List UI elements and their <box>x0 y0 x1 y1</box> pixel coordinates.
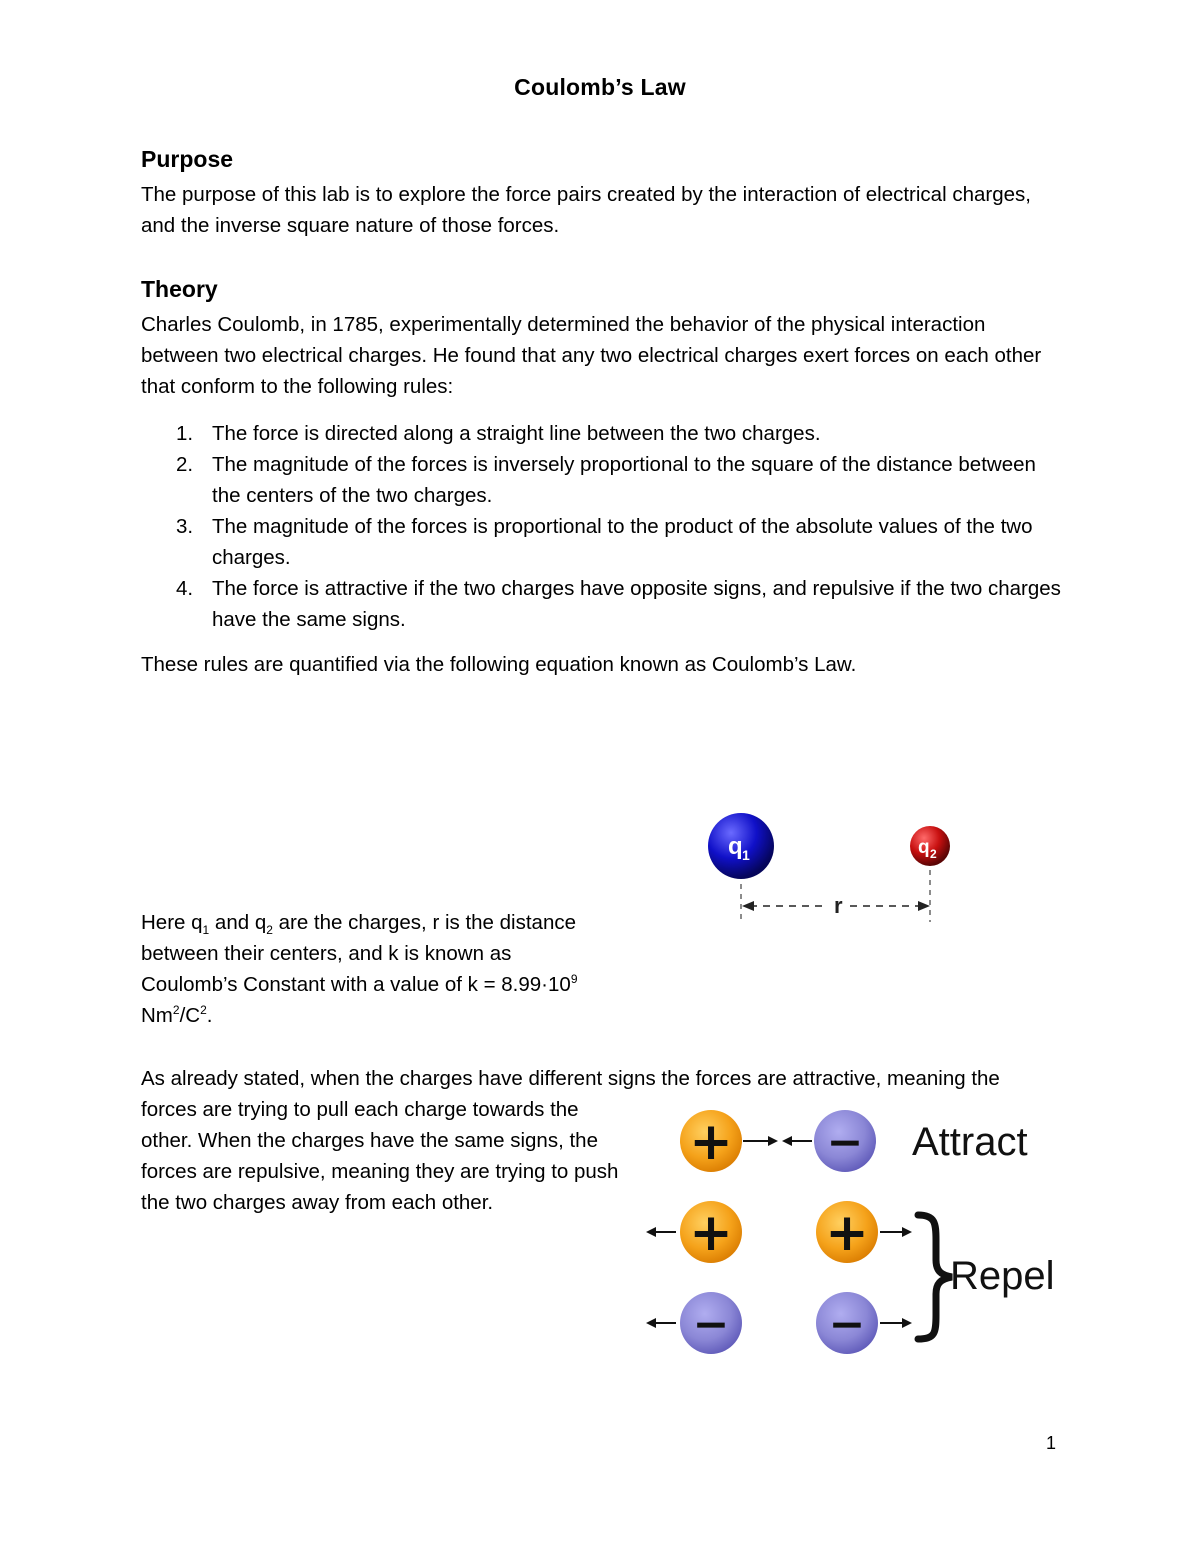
list-item-number: 4. <box>176 577 194 600</box>
purpose-heading: Purpose <box>141 146 234 172</box>
forces-paragraph-first-line: As already stated, when the charges have different signs the forces are attractive, meaning the <box>141 1067 1000 1090</box>
distance-label: r <box>834 893 843 918</box>
theory-heading: Theory <box>141 276 218 302</box>
arrow-left-icon <box>646 1318 656 1328</box>
arrow-right-icon <box>918 901 930 911</box>
plus-sign: + <box>825 1203 869 1263</box>
list-item-number: 2. <box>176 453 194 476</box>
arrow-left-icon <box>782 1136 792 1146</box>
minus-sign: − <box>692 1299 730 1350</box>
list-item-text: The force is directed along a straight line between the two charges. <box>212 422 821 445</box>
q2-subscript: 2 <box>930 847 937 861</box>
page-title: Coulomb’s Law <box>514 74 686 100</box>
repel-label: Repel <box>950 1254 1055 1298</box>
arrow-right-icon <box>768 1136 778 1146</box>
list-item <box>141 449 1061 511</box>
list-item-text: The magnitude of the forces is proportional to the product of the absolute values of the two charges. <box>212 515 1033 569</box>
purpose-text: The purpose of this lab is to explore the force pairs created by the interaction of electrical charges, and the inverse square nature of those forces. <box>141 183 1031 237</box>
q2-label: q <box>918 837 930 858</box>
list-item <box>141 418 1061 449</box>
q1-subscript: 1 <box>742 847 750 863</box>
list-item <box>141 573 1061 635</box>
arrow-right-icon <box>902 1227 912 1237</box>
list-item-text: The force is attractive if the two charges have opposite signs, and repulsive if the two charges have the same signs. <box>212 577 1061 631</box>
list-item <box>141 511 1061 573</box>
arrow-left-icon <box>646 1227 656 1237</box>
arrow-left-icon <box>742 901 754 911</box>
equation-intro: These rules are quantified via the following equation known as Coulomb’s Law. <box>141 653 857 676</box>
rules-list <box>141 418 1061 635</box>
arrow-right-icon <box>902 1318 912 1328</box>
explanation-text: Here $q_1$ and $q_2$ are the charges, r is the distance between their centers, and k is known as Coulomb’s Constant with a value of $k = 8.99\cdot 10^9$ $Nm^2/C^2$. <box>141 911 578 1027</box>
page-number: 1 <box>1046 1433 1057 1453</box>
q1-label: q <box>728 833 743 860</box>
minus-sign: − <box>826 1117 864 1168</box>
forces-paragraph-rest: forces are trying to pull each charge towards the other. When the charges have the same signs, the forces are repulsive, meaning they are trying to push the two charges away from each other. <box>141 1098 619 1214</box>
plus-sign: + <box>689 1112 733 1172</box>
theory-intro: Charles Coulomb, in 1785, experimentally determined the behavior of the physical interaction between two electrical charges. He found that any two electrical charges exert forces on each other that conform to the following rules: <box>141 313 1042 398</box>
attract-label: Attract <box>912 1120 1028 1164</box>
minus-sign: − <box>828 1299 866 1350</box>
brace-icon <box>918 1215 952 1339</box>
charges-diagram <box>690 800 970 930</box>
forces-diagram <box>630 1095 1080 1370</box>
list-item-number: 3. <box>176 515 194 538</box>
list-item-text: The magnitude of the forces is inversely proportional to the square of the distance between the centers of the two charges. <box>212 453 1036 507</box>
plus-sign: + <box>689 1203 733 1263</box>
list-item-number: 1. <box>176 422 194 445</box>
